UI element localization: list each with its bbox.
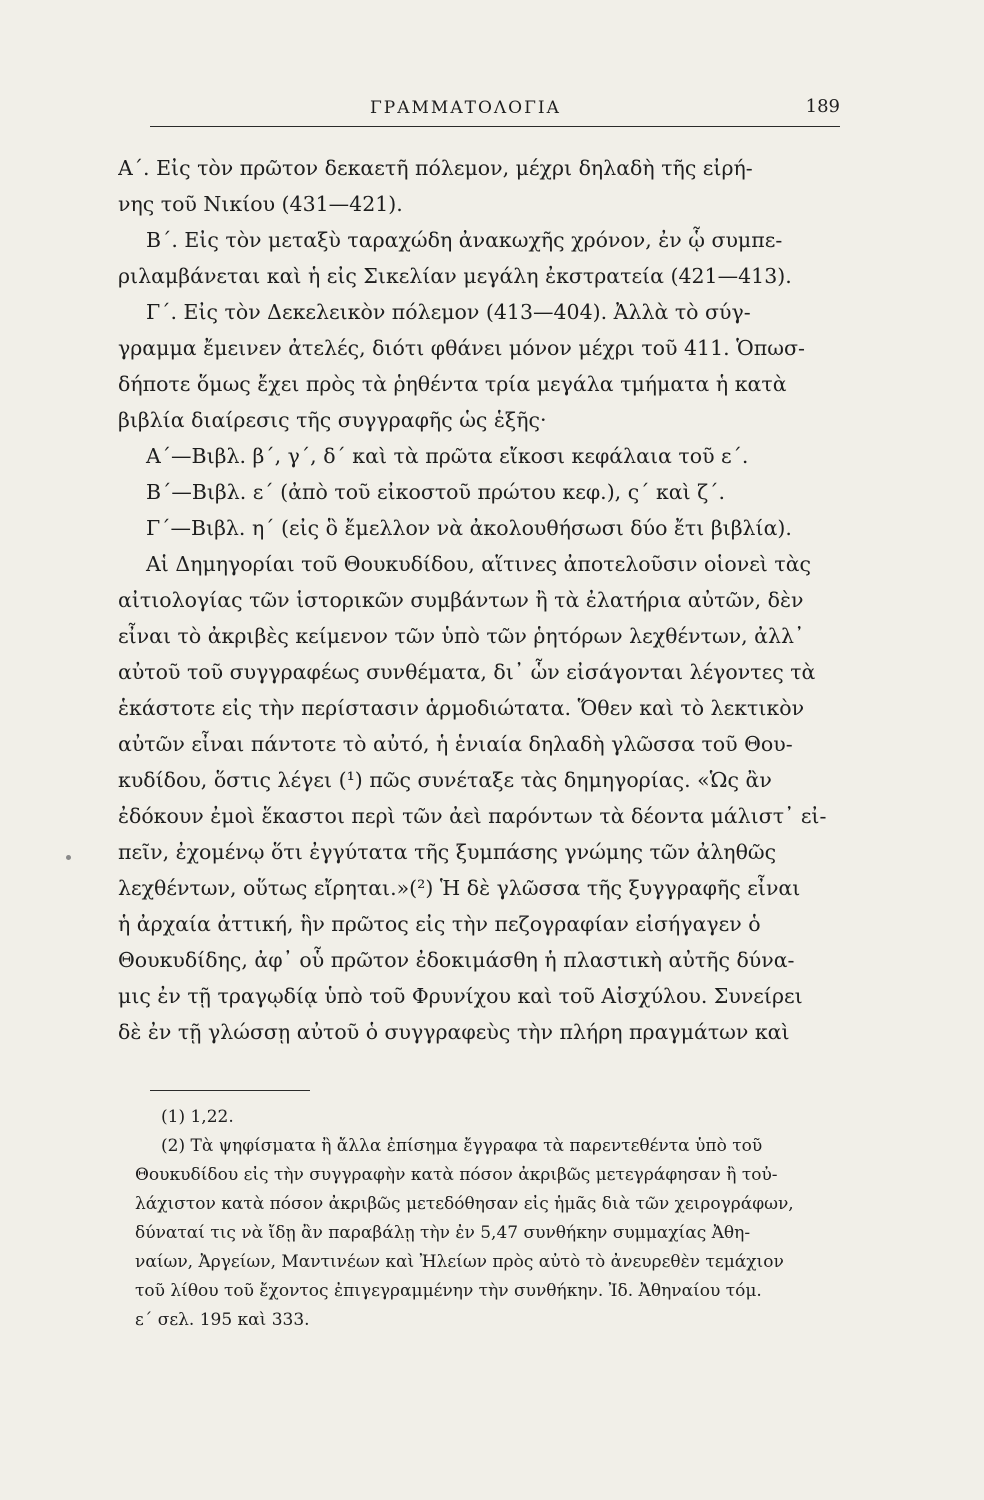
- text-line: ἐδόκουν ἐμοὶ ἕκαστοι περὶ τῶν ἀεὶ παρόντων τὰ δέοντα μάλιστ᾽ εἰ-: [118, 804, 827, 828]
- text-line: γραμμα ἔμεινεν ἀτελές, διότι φθάνει μόνον μέχρι τοῦ 411. Ὁπωσ-: [118, 336, 805, 360]
- text-line: ἑκάστοτε εἰς τὴν περίστασιν ἁρμοδιώτατα. Ὅθεν καὶ τὸ λεκτικὸν: [118, 696, 805, 720]
- paper-speck: [66, 855, 71, 860]
- main-text: [118, 150, 853, 1050]
- text-line: δὲ ἐν τῇ γλώσσῃ αὐτοῦ ὁ συγγραφεὺς τὴν πλήρη πραγμάτων καὶ: [118, 1020, 790, 1044]
- footnote-line: ε΄ σελ. 195 καὶ 333.: [135, 1310, 310, 1330]
- text-line: Α΄—Βιβλ. β΄, γ΄, δ΄ καὶ τὰ πρῶτα εἴκοσι κεφάλαια τοῦ ε΄.: [146, 444, 749, 468]
- footnote-divider: [150, 1090, 310, 1091]
- text-line: Α΄. Εἰς τὸν πρῶτον δεκαετῆ πόλεμον, μέχρι δηλαδὴ τῆς εἰρή-: [118, 156, 753, 180]
- text-line: εἶναι τὸ ἀκριβὲς κείμενον τῶν ὑπὸ τῶν ῥητόρων λεχθέντων, ἀλλ᾽: [118, 624, 805, 648]
- text-line: Γ΄—Βιβλ. η΄ (εἰς ὃ ἔμελλον νὰ ἀκολουθήσωσι δύο ἔτι βιβλία).: [146, 516, 792, 540]
- text-line: πεῖν, ἐχομένῳ ὅτι ἐγγύτατα τῆς ξυμπάσης γνώμης τῶν ἀληθῶς: [118, 840, 777, 864]
- text-line: Αἱ Δημηγορίαι τοῦ Θουκυδίδου, αἵτινες ἀποτελοῦσιν οἱονεὶ τὰς: [146, 552, 812, 576]
- text-line: Γ΄. Εἰς τὸν Δεκελεικὸν πόλεμον (413—404). Ἀλλὰ τὸ σύγ-: [146, 300, 751, 324]
- text-line: νης τοῦ Νικίου (431—421).: [118, 192, 403, 216]
- text-line: ἡ ἀρχαία ἀττική, ἣν πρῶτος εἰς τὴν πεζογραφίαν εἰσήγαγεν ὁ: [118, 912, 761, 936]
- text-line: Θουκυδίδης, ἀφ᾽ οὗ πρῶτον ἐδοκιμάσθη ἡ πλαστικὴ αὐτῆς δύνα-: [118, 948, 795, 972]
- text-line: αὐτοῦ τοῦ συγγραφέως συνθέματα, δι᾽ ὧν εἰσάγονται λέγοντες τὰ: [118, 660, 816, 684]
- footnote-line: (1) 1,22.: [161, 1107, 234, 1127]
- footnote-line: λάχιστον κατὰ πόσον ἀκριβῶς μετεδόθησαν εἰς ἡμᾶς διὰ τῶν χειρογράφων,: [135, 1194, 794, 1214]
- page-number: 189: [805, 96, 840, 117]
- footnote-line: δύναταί τις νὰ ἴδῃ ἂν παραβάλῃ τὴν ἐν 5,47 συνθήκην συμμαχίας Ἀθη-: [135, 1223, 751, 1243]
- text-line: βιβλία διαίρεσις τῆς συγγραφῆς ὡς ἑξῆς·: [118, 408, 547, 432]
- footnote-line: ναίων, Ἀργείων, Μαντινέων καὶ Ἠλείων πρὸς αὐτὸ τὸ ἀνευρεθὲν τεμάχιον: [135, 1252, 784, 1272]
- text-line: δήποτε ὅμως ἔχει πρὸς τὰ ῥηθέντα τρία μεγάλα τμήματα ἡ κατὰ: [118, 372, 787, 396]
- running-title: ΓΡΑΜΜΑΤΟΛΟΓΙΑ: [370, 98, 561, 118]
- footnote-line: Θουκυδίδου εἰς τὴν συγγραφὴν κατὰ πόσον ἀκριβῶς μετεγράφησαν ἢ τοὐ-: [135, 1165, 778, 1185]
- text-line: ριλαμβάνεται καὶ ἡ εἰς Σικελίαν μεγάλη ἐκστρατεία (421—413).: [118, 264, 792, 288]
- footnotes: [135, 1103, 865, 1335]
- footnote-line: (2) Τὰ ψηφίσματα ἢ ἄλλα ἐπίσημα ἔγγραφα τὰ παρεντεθέντα ὑπὸ τοῦ: [161, 1136, 763, 1156]
- text-line: αἰτιολογίας τῶν ἱστορικῶν συμβάντων ἢ τὰ ἐλατήρια αὐτῶν, δὲν: [118, 588, 804, 612]
- text-line: λεχθέντων, οὕτως εἴρηται.»(²) Ἡ δὲ γλῶσσα τῆς ξυγγραφῆς εἶναι: [118, 876, 801, 900]
- footnote-line: τοῦ λίθου τοῦ ἔχοντος ἐπιγεγραμμένην τὴν συνθήκην. Ἰδ. Ἀθηναίου τόμ.: [135, 1281, 762, 1301]
- text-line: κυδίδου, ὅστις λέγει (¹) πῶς συνέταξε τὰς δημηγορίας. «Ὡς ἂν: [118, 768, 772, 792]
- text-line: Β΄. Εἰς τὸν μεταξὺ ταραχώδη ἀνακωχῆς χρόνον, ἐν ᾧ συμπε-: [146, 228, 783, 252]
- text-line: μις ἐν τῇ τραγῳδίᾳ ὑπὸ τοῦ Φρυνίχου καὶ τοῦ Αἰσχύλου. Συνείρει: [118, 984, 803, 1008]
- running-head: [150, 96, 840, 127]
- text-line: Β΄—Βιβλ. ε΄ (ἀπὸ τοῦ εἰκοστοῦ πρώτου κεφ.), ς΄ καὶ ζ΄.: [146, 480, 726, 504]
- text-line: αὐτῶν εἶναι πάντοτε τὸ αὐτό, ἡ ἑνιαία δηλαδὴ γλῶσσα τοῦ Θου-: [118, 732, 793, 756]
